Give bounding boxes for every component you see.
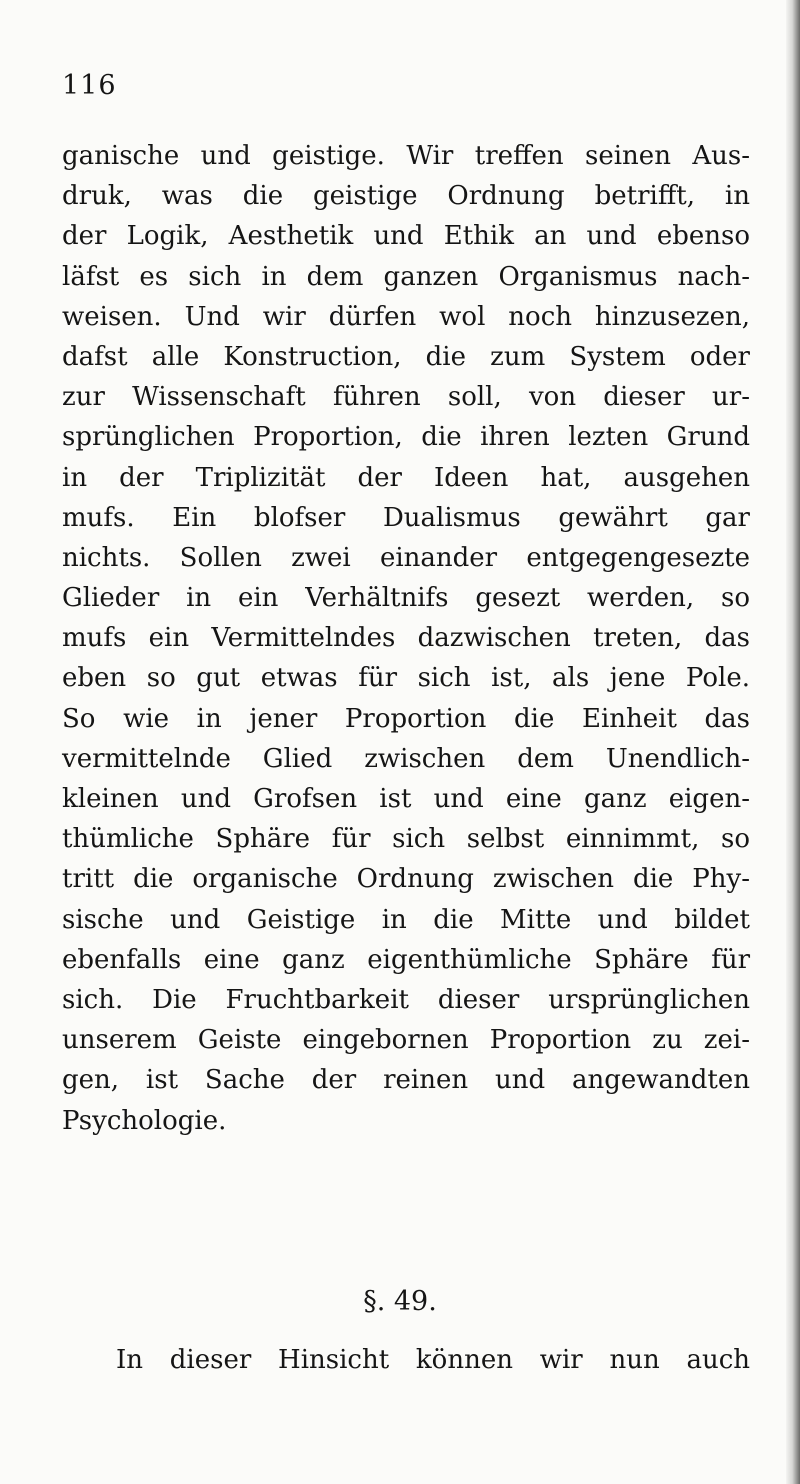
text-line: zur Wissenschaft führen soll, von dieser ur-: [62, 382, 750, 413]
text-line: in der Triplizität der Ideen hat, ausgehen: [62, 462, 750, 493]
text-line: So wie in jener Proportion die Einheit das: [62, 703, 750, 734]
text-line: eben so gut etwas für sich ist, als jene Pole.: [62, 663, 750, 694]
text-line: kleinen und Grofsen ist und eine ganz eigen-: [62, 784, 750, 814]
text-line-last: Psychologie.: [62, 1105, 227, 1136]
text-line: mufs. Ein blofser Dualismus gewährt gar: [62, 502, 750, 533]
text-line: läfst es sich in dem ganzen Organismus nach-: [62, 261, 750, 292]
text-line: weisen. Und wir dürfen wol noch hinzusezen,: [62, 301, 750, 332]
text-line: mufs ein Vermittelndes dazwischen treten, das: [62, 623, 750, 654]
text-line: gen, ist Sache der reinen und angewandten: [62, 1065, 750, 1096]
text-line: ebenfalls eine ganz eigenthümliche Sphäre für: [62, 944, 750, 975]
section-first-line: In dieser Hinsicht können wir nun auch: [116, 1345, 750, 1375]
text-line: thümliche Sphäre für sich selbst einnimmt, so: [62, 824, 750, 855]
body-text: [62, 136, 750, 1141]
text-line: sich. Die Fruchtbarkeit dieser ursprünglichen: [62, 984, 750, 1015]
text-line: vermittelnde Glied zwischen dem Unendlich-: [62, 743, 750, 774]
section-heading: §. 49.: [363, 1286, 437, 1317]
text-line: sprünglichen Proportion, die ihren lezten Grund: [62, 422, 750, 453]
text-line: druk, was die geistige Ordnung betrifft, in: [62, 181, 750, 212]
text-line: Glieder in ein Verhältnifs gesezt werden, so: [62, 583, 750, 614]
text-line: tritt die organische Ordnung zwischen die Phy-: [62, 864, 750, 895]
text-line: ganische und geistige. Wir treffen seinen Aus-: [62, 141, 750, 171]
text-line: sische und Geistige in die Mitte und bildet: [62, 904, 750, 935]
text-line: nichts. Sollen zwei einander entgegengesezte: [62, 542, 750, 573]
text-line: der Logik, Aesthetik und Ethik an und ebenso: [62, 221, 750, 252]
text-line: dafst alle Konstruction, die zum System oder: [62, 341, 750, 372]
page-edge-shadow: [786, 0, 800, 1484]
page-number: 116: [62, 70, 117, 101]
text-line: unserem Geiste eingebornen Proportion zu zei-: [62, 1025, 750, 1056]
